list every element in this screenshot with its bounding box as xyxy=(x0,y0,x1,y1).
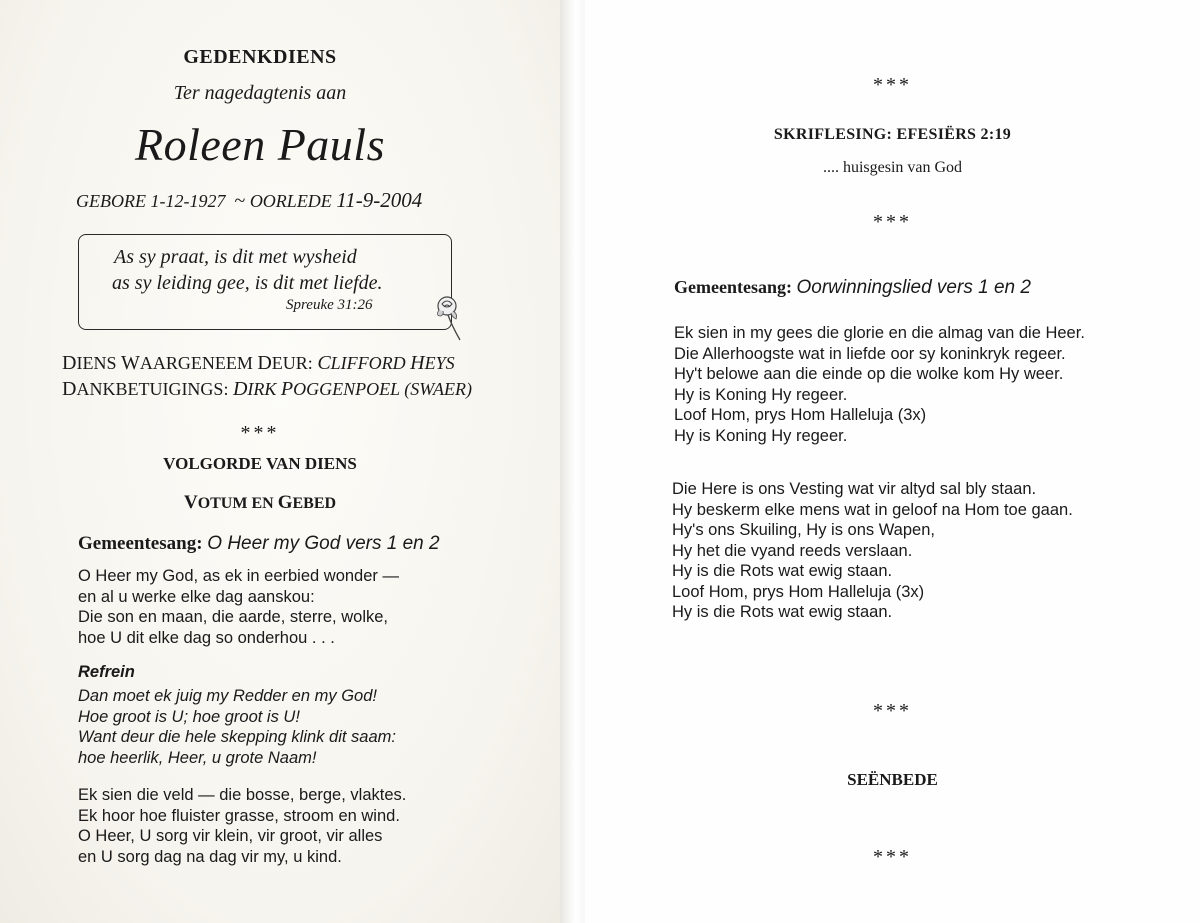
verse-line: Loof Hom, prys Hom Halleluja (3x) xyxy=(672,582,925,601)
verse-line: Die son en maan, die aarde, sterre, wolke, xyxy=(78,608,388,626)
refrain-heading: Refrein xyxy=(78,663,135,681)
hymn-verse-1 xyxy=(78,566,399,648)
quote-line-1: As sy praat, is dit met wysheid xyxy=(114,246,357,268)
scripture-heading: SKRIFLESING: EFESIËRS 2:19 xyxy=(773,126,1012,143)
verse-line: Hy is Koning Hy regeer. xyxy=(674,385,848,404)
quote-line-2: as sy leiding gee, is dit met liefde. xyxy=(112,272,383,294)
deceased-name: Roleen Pauls xyxy=(135,119,385,170)
died-date: 11-9-2004 xyxy=(336,188,423,212)
song-verse-1 xyxy=(674,323,1085,446)
votum-heading: VOTUM EN GEBED xyxy=(183,492,337,513)
verse-line: Die Here is ons Vesting wat vir altyd sal bly staan. xyxy=(672,480,1037,498)
verse-line: Ek sien die veld — die bosse, berge, vlaktes. xyxy=(78,786,407,804)
hymn-title: O Heer my God vers 1 en 2 xyxy=(207,533,440,554)
acknowledgements-line: DANKBETUIGINGS: DIRK POGGENPOEL (SWAER) xyxy=(62,378,473,400)
verse-line: Hy het die vyand reeds verslaan. xyxy=(672,541,913,560)
born-date: 1-12-1927 xyxy=(150,191,226,211)
hymn-verse-2 xyxy=(78,785,406,867)
verse-line: Hy's ons Skuiling, Hy is ons Wapen, xyxy=(672,521,935,539)
memorial-subheading: Ter nagedagtenis aan xyxy=(173,82,347,104)
verse-line: Hy is Koning Hy regeer. xyxy=(674,426,848,445)
verse-line: Loof Hom, prys Hom Halleluja (3x) xyxy=(674,406,927,424)
song-verse-2 xyxy=(672,479,1073,623)
refrain-line: Hoe groot is U; hoe groot is U! xyxy=(78,707,300,726)
quote-reference: Spreuke 31:26 xyxy=(286,297,373,313)
born-label: GEBORE xyxy=(76,191,146,211)
verse-line: Ek sien in my gees die glorie en die almag van die Heer. xyxy=(674,324,1085,342)
refrain-line: Want deur die hele skepping klink dit saam: xyxy=(78,728,396,746)
officiant-label: IENS xyxy=(76,353,121,373)
refrain-line: Dan moet ek juig my Redder en my God! xyxy=(78,687,377,705)
verse-line: Die Allerhoogste wat in liefde oor sy koninkryk regeer. xyxy=(674,344,1066,363)
divider-stars: *** xyxy=(873,700,912,722)
divider-stars: *** xyxy=(873,74,912,96)
died-label: OORLEDE xyxy=(249,191,332,211)
hymn-heading-left xyxy=(78,533,440,555)
verse-line: O Heer my God, as ek in eerbied wonder — xyxy=(78,567,399,585)
hymn-label: Gemeentesang: xyxy=(674,277,792,297)
hymn-label: Gemeentesang: xyxy=(78,533,203,554)
verse-line: Hy is die Rots wat ewig staan. xyxy=(672,603,893,621)
hymn-title: Oorwinningslied vers 1 en 2 xyxy=(796,277,1031,298)
page-fold xyxy=(560,0,585,923)
verse-line: Hy't belowe aan die einde op die wolke kom Hy weer. xyxy=(674,365,1064,383)
date-separator: ~ xyxy=(234,190,246,212)
divider-stars: *** xyxy=(873,846,912,868)
verse-line: Ek hoor hoe fluister grasse, stroom en wind. xyxy=(78,806,400,825)
order-heading: VOLGORDE VAN DIENS xyxy=(163,454,357,473)
memorial-heading: GEDENKDIENS xyxy=(183,46,337,68)
verse-line: Hy is die Rots wat ewig staan. xyxy=(672,562,893,580)
divider-stars: *** xyxy=(240,422,280,444)
verse-line: hoe U dit elke dag so onderhou . . . xyxy=(78,628,335,647)
scripture-text: .... huisgesin van God xyxy=(822,159,963,176)
verse-line: Hy beskerm elke mens wat in geloof na Hom toe gaan. xyxy=(672,500,1073,519)
divider-stars: *** xyxy=(873,211,912,233)
verse-line: O Heer, U sorg vir klein, vir groot, vir alles xyxy=(78,827,383,845)
benediction-heading: SEËNBEDE xyxy=(847,770,938,789)
verse-line: en U sorg dag na dag vir my, u kind. xyxy=(78,847,342,866)
life-dates xyxy=(76,188,422,213)
rose-icon xyxy=(432,292,472,349)
verse-line: en al u werke elke dag aanskou: xyxy=(78,587,315,606)
refrain xyxy=(78,686,396,768)
refrain-line: hoe heerlik, Heer, u grote Naam! xyxy=(78,748,317,767)
officiant-line: DIENS WAARGENEEM DEUR: CLIFFORD HEYS xyxy=(62,352,455,374)
hymn-heading-right xyxy=(674,277,1031,299)
